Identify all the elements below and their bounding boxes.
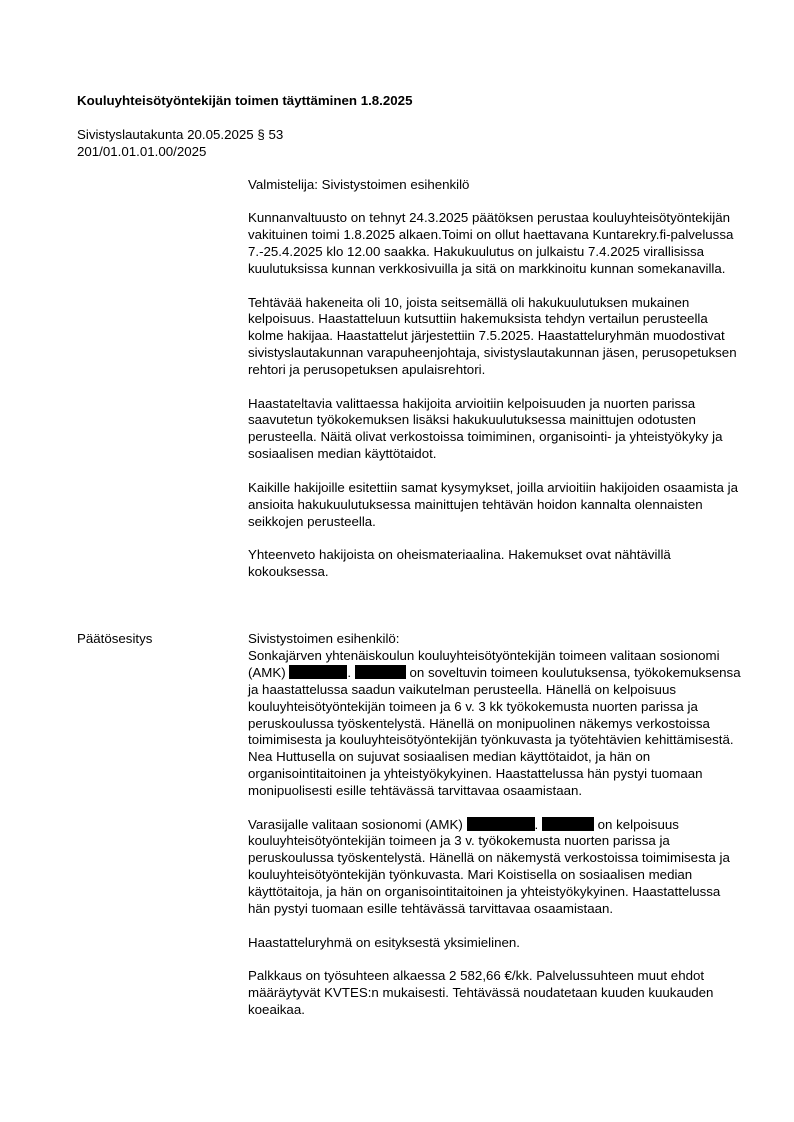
paragraph-summary: Yhteenveto hakijoista on oheismateriaalina. Hakemukset ovat nähtävillä kokouksessa. (248, 546, 671, 579)
reserve-text-start: Varasijalle valitaan sosionomi (AMK) (248, 816, 467, 832)
salary-paragraph: Palkkaus on työsuhteen alkaessa 2 582,66 €/kk. Palvelussuhteen muut ehdot määräytyvät KVTES:n mukaisesti. Tehtävässä noudatetaan kuuden kuukauden koeaikaa. (248, 967, 714, 1017)
paragraph-interviews: Kaikille hakijoille esitettiin samat kysymykset, joilla arvioitiin hakijoiden osaamista ja ansioita hakukuulutuksessa mainittujen tehtävän hoidon kannalta olennaisten seikkojen perusteella. (248, 479, 738, 529)
paragraph-applicants: Tehtävää hakeneita oli 10, joista seitsemällä oli hakukuulutuksen mukainen kelpoisuus. Haastatteluun kutsuttiin hakemuksista tehdyn vertailun perusteella kolme hakijaa. Haastattelut järjestettiin 7.5.2025. Haastatteluryhmän muodostivat sivistyslautakunnan varapuheenjohtaja, sivistyslautakunnan jäsen, perusopetuksen rehtori ja perusopetuksen apulaisrehtori. (248, 294, 737, 378)
selection-text-start: Sonkajärven yhtenäiskoulun kouluyhteisötyöntekijän toimeen valitaan sosionomi (AMK) (248, 647, 720, 680)
reserve-paragraph (248, 817, 743, 918)
reserve-text-rest: on kelpoisuus kouluyhteisötyöntekijän toimeen ja 3 v. työkokemusta nuorten parissa ja peruskoulussa työskentelystä. Hänellä on näkemystä verkostoissa toimimisesta ja kouluyhteisötyöntekijän työnkuvasta. Mari Koistisella on sosiaalisen median käyttötaitoja, ja hän on organisointitaitoinen ja yhteistyökykyinen. Haastattelussa hän pystyi tuomaan esille tehtävässä tarvittavaa osaamistaan. (248, 816, 730, 917)
diary-number: 201/01.01.01.00/2025 (77, 143, 207, 159)
unanimity-paragraph: Haastatteluryhmä on esityksestä yksimielinen. (248, 934, 520, 950)
reserve-separator: . (534, 816, 542, 832)
preparer-line: Valmistelija: Sivistystoimen esihenkilö (248, 177, 470, 192)
paragraph-decision-background: Kunnanvaltuusto on tehnyt 24.3.2025 päätöksen perustaa kouluyhteisötyöntekijän vakituinen toimi 1.8.2025 alkaen.Toimi on ollut haettavana Kuntarekry.fi-palvelussa 7.-25.4.2025 klo 12.00 saakka. Hakukuulutus on julkaistu 7.4.2025 virallisissa kuulutuksissa kunnan verkkosivuilla ja sitä on markkinoitu kunnan somekanavilla. (248, 210, 734, 277)
decision-first-paragraph (248, 631, 743, 800)
paragraph-criteria: Haastateltavia valittaessa hakijoita arvioitiin kelpoisuuden ja nuorten parissa saavutetun työkokemuksen lisäksi hakukuulutuksessa mainittujen odotusten perusteella. Näitä olivat verkostoissa toimiminen, organisointi- ja yhteistyökyky ja sosiaalisen median käyttötaidot. (248, 395, 723, 462)
redacted-name-block (355, 665, 406, 679)
redacted-name-block (542, 817, 594, 831)
preparation-section (248, 177, 743, 597)
selection-separator: . (347, 664, 355, 680)
selection-text-rest: on soveltuvin toimeen koulutuksensa, työkokemuksensa ja haastattelussa saadun vaikutelman perusteella. Hänellä on kelpoisuus kouluyhteisötyöntekijän toimeen ja 6 v. 3 kk työkokemusta nuorten parissa ja peruskoulussa työskentelystä. Hänellä on monipuolinen näkemys verkostoissa toimimisesta ja kouluyhteisötyöntekijän työnkuvasta ja työtehtävien kehittämisestä. Nea Huttusella on sujuvat sosiaalisen median käyttötaidot, ja hän on organisointitaitoinen ja yhteistyökykyinen. Haastattelussa hän pystyi tuomaan monipuolisesti esille tehtävässä tarvittavaa osaamistaan. (248, 664, 741, 799)
redacted-name-block (289, 665, 347, 679)
redacted-name-block (467, 817, 535, 831)
meeting-line: Sivistyslautakunta 20.05.2025 § 53 (77, 127, 284, 142)
decision-proposal-label: Päätösesitys (77, 631, 153, 646)
meeting-reference (77, 127, 283, 161)
document-title: Kouluyhteisötyöntekijän toimen täyttäminen 1.8.2025 (77, 93, 413, 108)
decision-proposal-section (248, 631, 743, 1035)
decision-presenter: Sivistystoimen esihenkilö: (248, 631, 400, 646)
